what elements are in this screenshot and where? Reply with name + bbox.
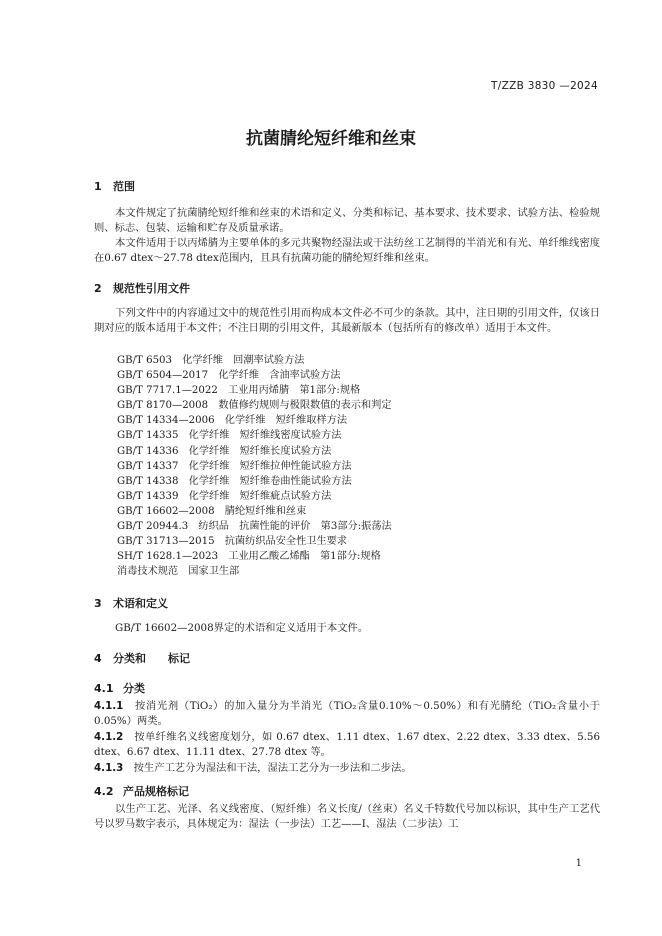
reference-item: 消毒技术规范 国家卫生部 <box>117 566 240 578</box>
item-text: 按消光剂（TiO₂）的加入量分为半消光（TiO₂含量0.10%～0.50%）和有光腈纶（TiO₂含量小于0.05%）两类。 <box>94 700 600 728</box>
reference-item: GB/T 14336 化学纤维 短纤维长度试验方法 <box>117 445 332 457</box>
section-4-2-heading <box>94 783 189 799</box>
reference-item: GB/T 14334—2006 化学纤维 短纤维取样方法 <box>117 415 348 427</box>
item-text: 按生产工艺分为湿法和干法，湿法工艺分为一步法和二步法。 <box>133 762 412 774</box>
section-1-paragraph-1: 本文件规定了抗菌腈纶短纤维和丝束的术语和定义、分类和标记、基本要求、技术要求、试验方法、检验规则、标志、包装、运输和贮存及质量承诺。 <box>94 207 600 235</box>
item-4-1-2 <box>94 730 600 760</box>
document-title: 抗菌腈纶短纤维和丝束 <box>246 129 416 149</box>
section-4-2-paragraph: 以生产工艺、光泽、名义线密度、（短纤维）名义长度/（丝束）名义千特数代号加以标识，其中生产工艺代号以罗马数字表示，具体规定为：湿法（一步法）工艺——Ⅰ、湿法（二步法）工 <box>94 803 600 831</box>
section-3-paragraph-1: GB/T 16602—2008界定的术语和定义适用于本文件。 <box>115 622 369 634</box>
section-4-heading <box>94 650 190 666</box>
section-title: 范围 <box>113 180 135 193</box>
reference-item: GB/T 20944.3 纺织品 抗菌性能的评价 第3部分:振荡法 <box>117 521 392 533</box>
section-3-heading <box>94 595 168 611</box>
section-2-heading <box>94 280 190 296</box>
section-1-heading <box>94 178 135 194</box>
section-number: 4.1 <box>94 682 114 695</box>
section-title: 分类和 标记 <box>113 652 190 665</box>
item-number: 4.1.3 <box>94 762 124 774</box>
reference-item: GB/T 14337 化学纤维 短纤维拉伸性能试验方法 <box>117 460 352 472</box>
reference-item: GB/T 31713—2015 抗菌纺织品安全性卫生要求 <box>117 536 348 548</box>
section-number: 1 <box>94 180 102 193</box>
reference-item: GB/T 6504—2017 化学纤维 含油率试验方法 <box>117 370 341 382</box>
section-4-1-heading <box>94 680 145 696</box>
page-number: 1 <box>575 858 582 869</box>
normative-references-list <box>117 353 392 579</box>
section-2-paragraph-1: 下列文件中的内容通过文中的规范性引用而构成本文件必不可少的条款。其中，注日期的引用文件，仅该日期对应的版本适用于本文件；不注日期的引用文件，其最新版本（包括所有的修改单）适用于本文件。 <box>94 307 600 335</box>
reference-item: GB/T 6503 化学纤维 回潮率试验方法 <box>117 355 305 366</box>
item-number: 4.1.2 <box>94 731 124 743</box>
reference-item: GB/T 14338 化学纤维 短纤维卷曲性能试验方法 <box>117 475 352 487</box>
section-title: 分类 <box>123 682 145 695</box>
item-4-1-1 <box>94 699 600 729</box>
reference-item: SH/T 1628.1—2023 工业用乙酸乙烯酯 第1部分:规格 <box>117 551 381 563</box>
section-number: 4.2 <box>94 785 114 798</box>
reference-item: GB/T 14335 化学纤维 短纤维线密度试验方法 <box>117 430 342 442</box>
item-4-1-3 <box>94 761 600 776</box>
reference-item: GB/T 14339 化学纤维 短纤维疵点试验方法 <box>117 490 332 502</box>
reference-item: GB/T 7717.1—2022 工业用丙烯腈 第1部分:规格 <box>117 385 361 397</box>
reference-item: GB/T 16602—2008 腈纶短纤维和丝束 <box>117 505 307 517</box>
section-number: 2 <box>94 282 102 295</box>
section-number: 3 <box>94 597 102 610</box>
item-text: 按单纤维名义线密度划分，如 0.67 dtex、1.11 dtex、1.67 dtex、2.22 dtex、3.33 dtex、5.56 dtex、6.67 dtex、11.11 dtex、27.78 dtex 等。 <box>94 731 601 759</box>
reference-item: GB/T 8170—2008 数值修约规则与极限数值的表示和判定 <box>117 400 392 412</box>
section-1-paragraph-2: 本文件适用于以丙烯腈为主要单体的多元共聚物经湿法或干法纺丝工艺制得的半消光和有光、单纤维线密度在0.67 dtex～27.78 dtex范围内，且具有抗菌功能的腈纶短纤维和丝束。 <box>94 237 600 265</box>
section-title: 术语和定义 <box>113 597 168 610</box>
section-title: 规范性引用文件 <box>113 282 190 295</box>
section-number: 4 <box>94 652 102 665</box>
standard-number: T/ZZB 3830 —2024 <box>491 80 598 92</box>
item-number: 4.1.1 <box>94 700 124 712</box>
section-title: 产品规格标记 <box>123 785 189 798</box>
